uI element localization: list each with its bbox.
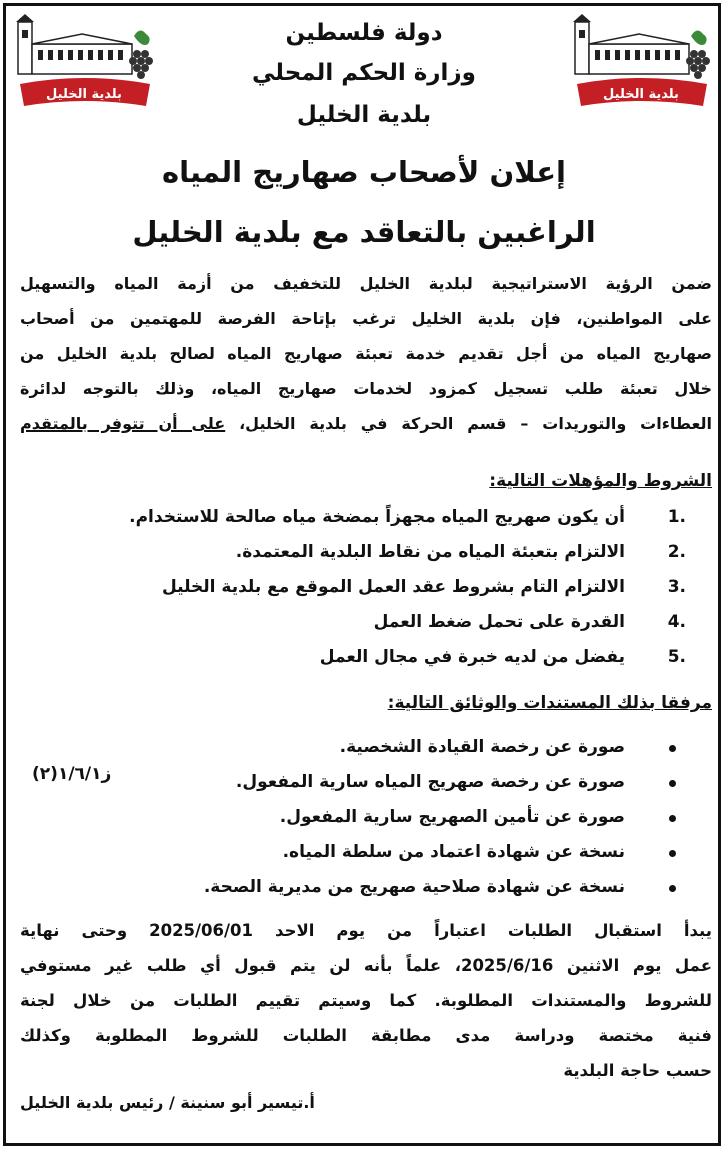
document-text: صورة عن تأمين الصهريج سارية المفعول. (279, 807, 625, 827)
hebron-municipality-logo (12, 14, 157, 114)
document-text: نسخة عن شهادة صلاحية صهريج من مديرية الصحة. (203, 877, 625, 897)
header-municipality: بلدية الخليل (296, 102, 432, 128)
condition-item (38, 570, 698, 605)
condition-item (38, 535, 698, 570)
condition-number: 5. (667, 647, 686, 667)
closing-line: فنية مختصة ودراسة مدى مطابقة الطلبات للشروط المطلوبة وكذلك (20, 1026, 712, 1045)
documents-heading: مرفقا بذلك المستندات والوثائق التالية: (387, 693, 712, 713)
condition-text: الالتزام التام بشروط عقد العمل الموقع مع بلدية الخليل (161, 577, 625, 597)
conditions-list (38, 500, 698, 675)
bullet-icon (669, 885, 676, 892)
bullet-icon (669, 815, 676, 822)
hebron-municipality-logo (569, 14, 714, 114)
condition-text: الالتزام بتعبئة المياه من نقاط البلدية المعتمدة. (235, 542, 625, 562)
logo-caption: بلدية الخليل (603, 87, 679, 102)
closing-line: يبدأ استقبال الطلبات اعتباراً من يوم الاحد 2025/06/01 وحتى نهاية (20, 921, 712, 940)
condition-text: القدرة على تحمل ضغط العمل (373, 612, 625, 632)
document-text: صورة عن رخصة القيادة الشخصية. (339, 737, 625, 757)
intro-line (20, 406, 712, 441)
condition-text: أن يكون صهريج المياه مجهزاً بمضخة مياه صالحة للاستخدام. (129, 507, 625, 527)
document-item (38, 765, 698, 800)
announcement-title: إعلان لأصحاب صهاريج المياه (161, 155, 567, 189)
document-item (38, 870, 698, 905)
header-state: دولة فلسطين (285, 20, 443, 46)
condition-number: 3. (667, 577, 686, 597)
bullet-icon (669, 745, 676, 752)
condition-number: 2. (667, 542, 686, 562)
announcement-subtitle: الراغبين بالتعاقد مع بلدية الخليل (132, 215, 596, 249)
intro-line: خلال تعبئة طلب تسجيل كمزود لخدمات صهاريج المياه، وذلك بالتوجه لدائرة (20, 379, 712, 398)
conditions-heading: الشروط والمؤهلات التالية: (489, 471, 712, 491)
intro-line-underlined: على أن تتوفر بالمتقدم (20, 414, 226, 433)
intro-paragraph (20, 266, 712, 441)
closing-line: عمل يوم الاثنين 2025/6/16، علماً بأنه لن يتم قبول أي طلب غير مستوفي (20, 956, 712, 975)
condition-item (38, 640, 698, 675)
reference-number: ز١/٦/١(٢) (32, 764, 112, 784)
intro-line: صهاريج المياه من أجل تقديم خدمة تعبئة صهاريج المياه لصالح بلدية الخليل من (20, 344, 712, 363)
documents-list (38, 730, 698, 905)
bullet-icon (669, 850, 676, 857)
closing-line: للشروط والمستندات المطلوبة. كما وسيتم تقييم الطلبات من خلال لجنة (20, 991, 712, 1010)
intro-line-plain: العطاءات والتوريدات – قسم الحركة في بلدية الخليل، (239, 414, 713, 433)
document-item (38, 835, 698, 870)
condition-text: يفضل من لديه خبرة في مجال العمل (319, 647, 625, 667)
bullet-icon (669, 780, 676, 787)
closing-paragraph (20, 913, 712, 1053)
document-item (38, 730, 698, 765)
document-text: صورة عن رخصة صهريج المياه سارية المفعول. (235, 772, 625, 792)
condition-item (38, 500, 698, 535)
closing-last-line: حسب حاجة البلدية (563, 1061, 712, 1080)
intro-line: ضمن الرؤية الاستراتيجية لبلدية الخليل للتخفيف من أزمة المياه والتسهيل (20, 274, 712, 293)
intro-line: على المواطنين، فإن بلدية الخليل ترغب بإتاحة الفرصة للمهتمين من أصحاب (20, 309, 712, 328)
condition-number: 1. (667, 507, 686, 527)
document-text: نسخة عن شهادة اعتماد من سلطة المياه. (282, 842, 625, 862)
condition-item (38, 605, 698, 640)
header-ministry: وزارة الحكم المحلي (252, 60, 476, 86)
signature: أ.تيسير أبو سنينة / رئيس بلدية الخليل (20, 1093, 315, 1112)
document-item (38, 800, 698, 835)
condition-number: 4. (667, 612, 686, 632)
logo-caption: بلدية الخليل (46, 87, 122, 102)
